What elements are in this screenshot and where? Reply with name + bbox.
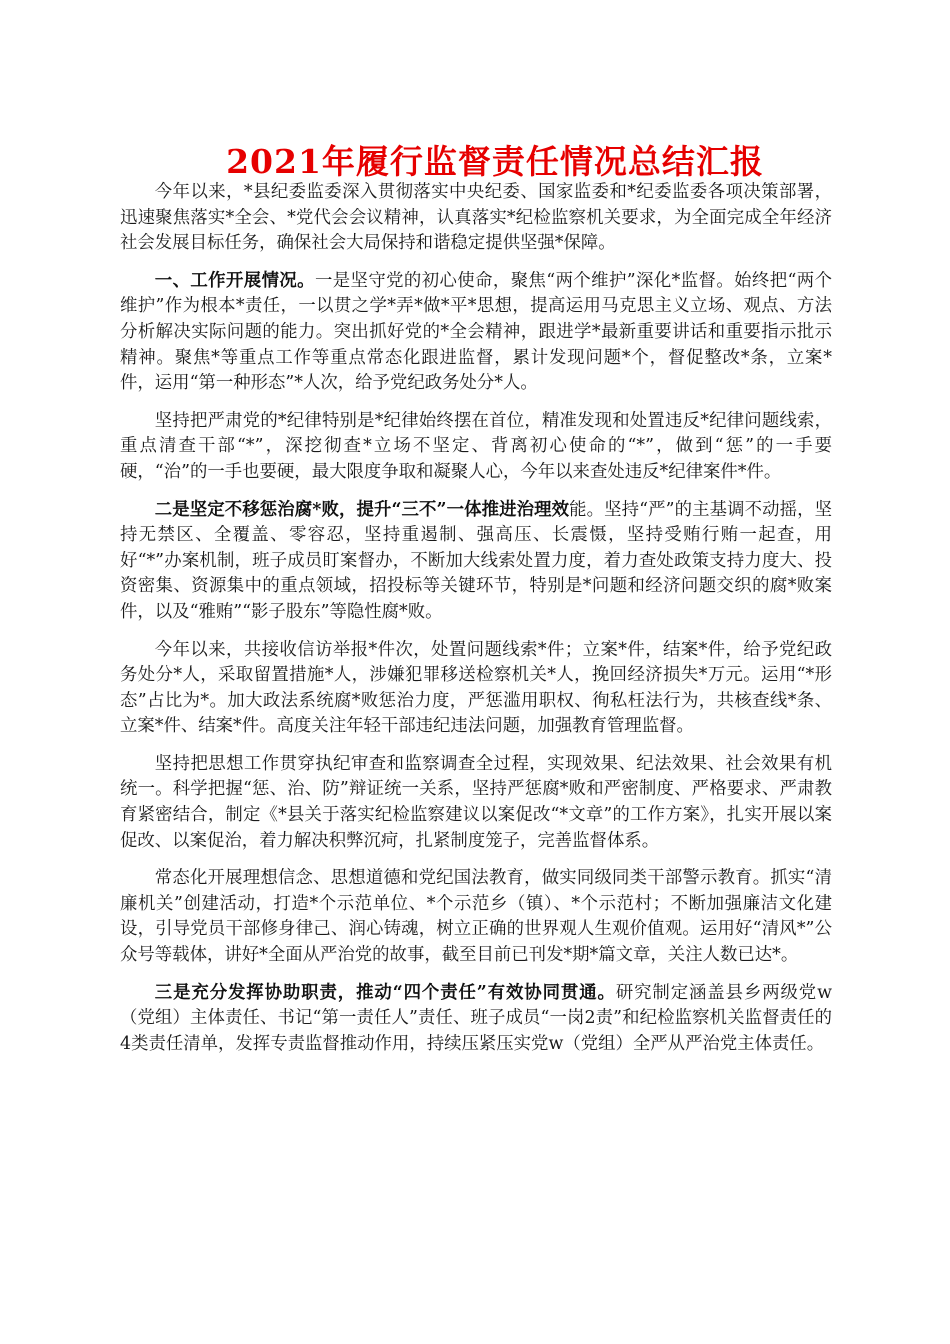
paragraph-section-one — [120, 269, 832, 397]
paragraph-text: 坚持把思想工作贯穿执纪审查和监察调查全过程，实现效果、纪法效果、社会效果有机统一。科学把握“惩、治、防”辩证统一关系，坚持严惩腐*败和严密制度、严格要求、严肃教育紧密结合，制定《*县关于落实纪检监察建议以案促改“*文章”的工作方案》，扎实开展以案促改、以案促治，着力解决积弊沉疴，扎紧制度笼子，完善监督体系。 — [120, 753, 832, 851]
paragraph-text: 研究制定涵盖县乡两级党w（党组）主体责任、书记“第一责任人”责任、班子成员“一岗2责”和纪检监察机关监督责任的4类责任清单，发挥专责监督推动作用，持续压紧压实党w（党组）全严从严治党主体责任。 — [120, 982, 832, 1054]
document-title: 2021年履行监督责任情况总结汇报 — [226, 142, 764, 181]
paragraph-point-two — [120, 498, 832, 626]
section-heading: 三是充分发挥协助职责，推动“四个责任”有效协同贯通。 — [154, 982, 616, 1003]
paragraph-text: 常态化开展理想信念、思想道德和党纪国法教育，做实同级同类干部警示教育。抓实“清廉机关”创建活动，打造*个示范单位、*个示范乡（镇）、*个示范村；不断加强廉洁文化建设，引导党员干部修身律己、润心铸魂，树立正确的世界观人生观价值观。运用好“清风*”公众号等载体，讲好*全面从严治党的故事，截至目前已刊发*期*篇文章，关注人数已达*。 — [120, 868, 832, 966]
section-heading: 一、工作开展情况。 — [154, 270, 315, 291]
paragraph-text: 今年以来，*县纪委监委深入贯彻落实中央纪委、国家监委和*纪委监委各项决策部署，迅速聚焦落实*全会、*党代会会议精神，认真落实*纪检监察机关要求，为全面完成全年经济社会发展目标任务，确保社会大局保持和谐稳定提供坚强*保障。 — [120, 182, 832, 254]
paragraph — [120, 409, 832, 486]
section-heading: 二是坚定不移惩治腐*败，提升“三不”一体推进治理效 — [154, 499, 570, 520]
paragraph — [120, 752, 832, 854]
document-body — [120, 180, 832, 1069]
paragraph-text: 今年以来，共接收信访举报*件次，处置问题线索*件；立案*件，结案*件，给予党纪政务处分*人，采取留置措施*人，涉嫌犯罪移送检察机关*人，挽回经济损失*万元。运用“*形态”占比为*。加大政法系统腐*败惩治力度，严惩滥用职权、徇私枉法行为，共核查线*条、立案*件、结案*件。高度关注年轻干部违纪违法问题，加强教育管理监督。 — [120, 639, 832, 737]
paragraph-intro — [120, 180, 832, 257]
paragraph-point-three — [120, 981, 832, 1058]
paragraph-text: 能。坚持“严”的主基调不动摇，坚持无禁区、全覆盖、零容忍，坚持重遏制、强高压、长震慑，坚持受贿行贿一起查，用好“*”办案机制，班子成员盯案督办，不断加大线索处置力度，着力查处政策支持力度大、投资密集、资源集中的重点领域，招投标等关键环节，特别是*问题和经济问题交织的腐*败案件，以及“雅贿”“影子股东”等隐性腐*败。 — [120, 499, 832, 622]
paragraph — [120, 638, 832, 740]
paragraph — [120, 866, 832, 968]
paragraph-text: 坚持把严肃党的*纪律特别是*纪律始终摆在首位，精准发现和处置违反*纪律问题线索，重点清查干部“*”，深挖彻查*立场不坚定、背离初心使命的“*”，做到“惩”的一手要硬，“治”的一手也要硬，最大限度争取和凝聚人心，今年以来查处违反*纪律案件*件。 — [120, 410, 832, 482]
paragraph-text: 一是坚守党的初心使命，聚焦“两个维护”深化*监督。始终把“两个维护”作为根本*责任，一以贯之学*弄*做*平*思想，提高运用马克思主义立场、观点、方法分析解决实际问题的能力。突出抓好党的*全会精神，跟进学*最新重要讲话和重要指示批示精神。聚焦*等重点工作等重点常态化跟进监督，累计发现问题*个，督促整改*条，立案*件，运用“第一种形态”*人次，给予党纪政务处分*人。 — [120, 270, 832, 394]
